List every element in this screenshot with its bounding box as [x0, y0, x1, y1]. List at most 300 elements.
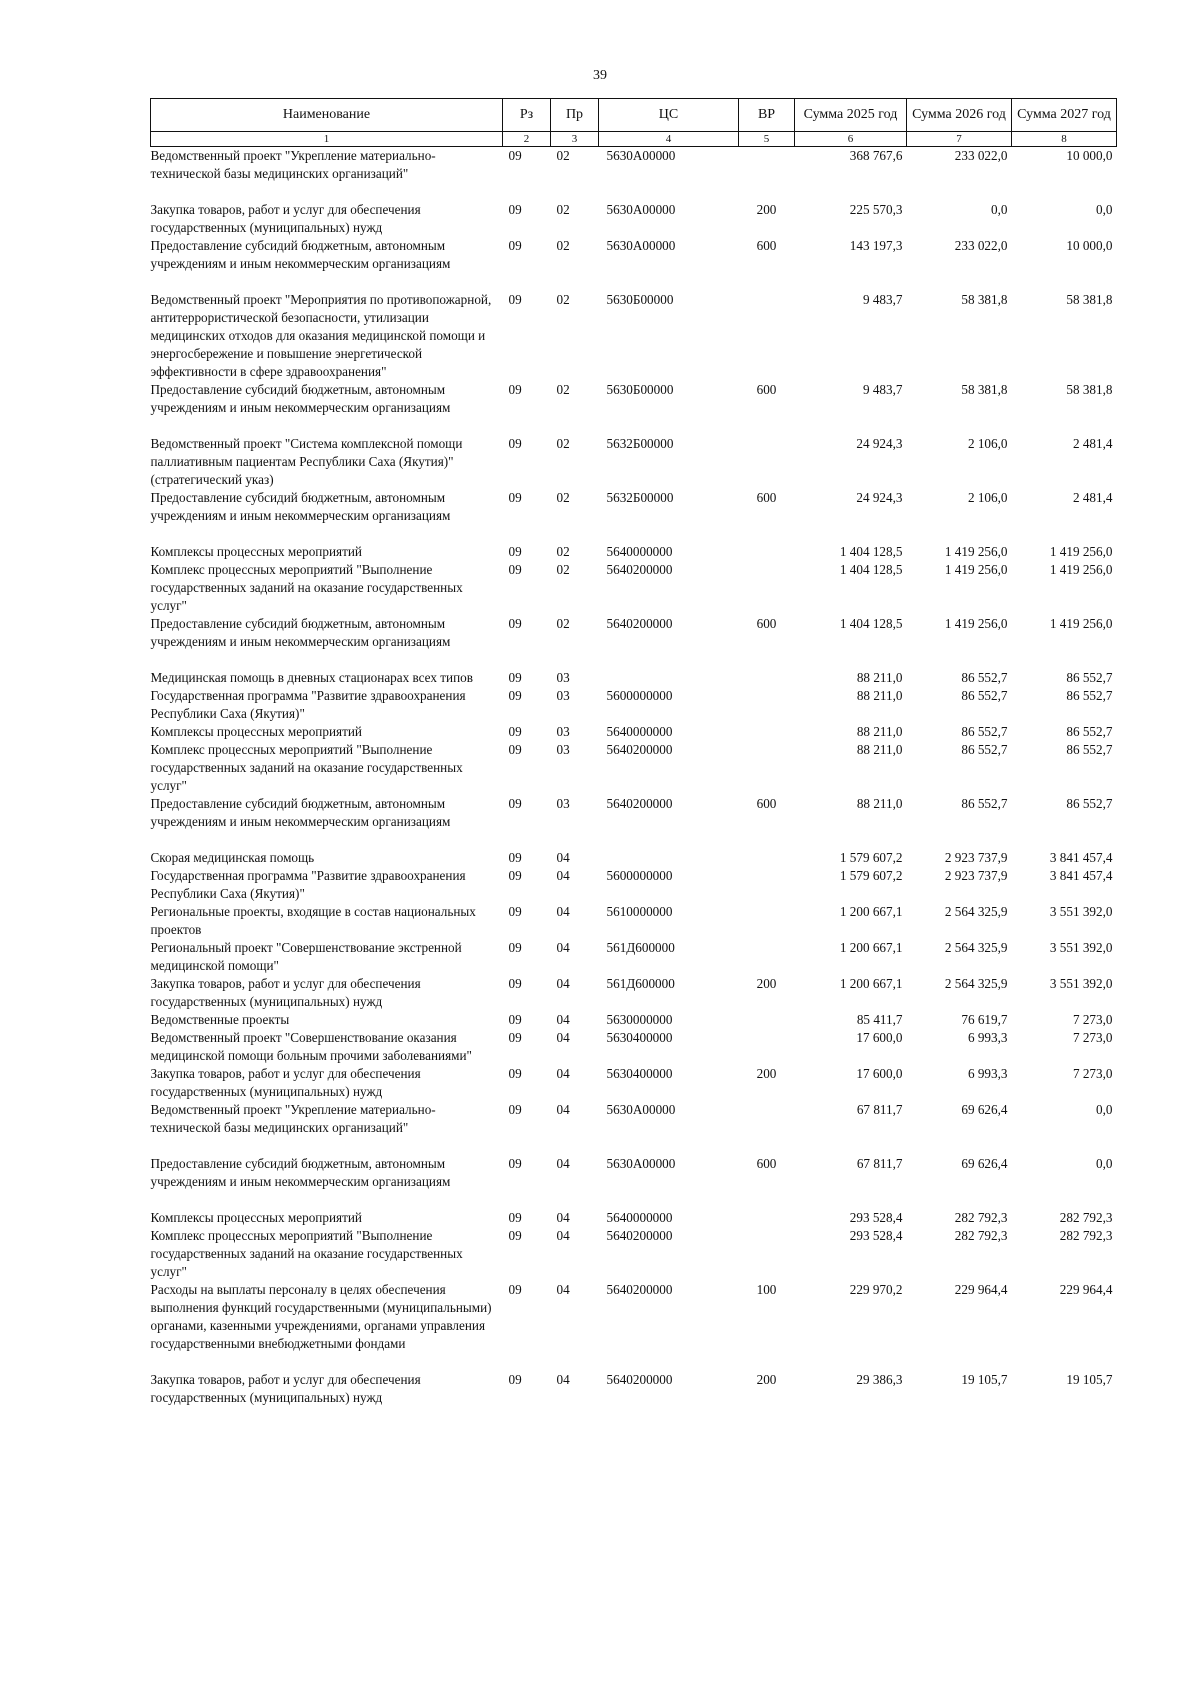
row-name: Предоставление субсидий бюджетным, автономным учреждениям и иным некоммерческим организациям: [150, 616, 451, 649]
row-name: Закупка товаров, работ и услуг для обеспечения государственных (муниципальных) нужд: [150, 976, 421, 1009]
row-vr: [739, 435, 795, 489]
row-rz: 09: [508, 238, 522, 253]
row-name: Предоставление субсидий бюджетным, автономным учреждениям и иным некоммерческим организациям: [150, 382, 451, 415]
budget-table: [150, 98, 1117, 1407]
row-sum-2027: 229 964,4: [1059, 1282, 1113, 1297]
row-name: Комплексы процессных мероприятий: [150, 1210, 362, 1225]
table-row: [151, 1065, 1117, 1101]
spacer-cell: [151, 831, 1117, 849]
table-row: [151, 939, 1117, 975]
row-pr: 02: [556, 436, 570, 451]
column-number: 7: [907, 132, 1012, 147]
row-rz: 09: [508, 1066, 522, 1081]
row-sum-2025: 1 200 667,1: [839, 940, 903, 955]
row-vr: 200: [756, 976, 777, 991]
row-pr: 04: [556, 1012, 570, 1027]
row-sum-2025: 17 600,0: [856, 1066, 903, 1081]
row-sum-2026: 0,0: [991, 202, 1008, 217]
row-sum-2026: 58 381,8: [961, 382, 1008, 397]
spacer-cell: [151, 1353, 1117, 1371]
row-pr: 03: [556, 796, 570, 811]
row-vr: [739, 1227, 795, 1281]
row-sum-2026: 2 923 737,9: [944, 850, 1008, 865]
row-pr: 02: [556, 382, 570, 397]
row-sum-2025: 225 570,3: [849, 202, 903, 217]
column-number: 5: [739, 132, 795, 147]
row-name: Скорая медицинская помощь: [150, 850, 315, 865]
row-name: Государственная программа "Развитие здравоохранения Республики Саха (Якутия)": [150, 868, 466, 901]
row-vr: [739, 741, 795, 795]
table-row: [151, 669, 1117, 687]
row-sum-2025: 17 600,0: [856, 1030, 903, 1045]
spacer-row: [151, 651, 1117, 669]
row-sum-2027: 1 419 256,0: [1049, 562, 1113, 577]
row-sum-2025: 9 483,7: [862, 292, 903, 307]
row-cs: 5630Б00000: [606, 292, 674, 307]
row-sum-2026: 69 626,4: [961, 1156, 1008, 1171]
row-vr: 200: [756, 1066, 777, 1081]
row-sum-2027: 86 552,7: [1066, 796, 1113, 811]
row-sum-2027: 86 552,7: [1066, 688, 1113, 703]
row-sum-2027: 3 551 392,0: [1049, 940, 1113, 955]
row-pr: 04: [556, 850, 570, 865]
row-sum-2027: 10 000,0: [1066, 148, 1113, 163]
row-rz: 09: [508, 382, 522, 397]
spacer-row: [151, 1137, 1117, 1155]
row-cs: [599, 669, 739, 687]
row-sum-2027: 1 419 256,0: [1049, 616, 1113, 631]
row-sum-2025: 88 211,0: [856, 688, 903, 703]
row-vr: [739, 1101, 795, 1137]
row-sum-2027: 2 481,4: [1072, 490, 1113, 505]
table-header: [151, 99, 1117, 147]
spacer-cell: [151, 1191, 1117, 1209]
table-row: [151, 975, 1117, 1011]
table-row: [151, 201, 1117, 237]
row-sum-2027: 0,0: [1096, 1156, 1113, 1171]
row-sum-2026: 6 993,3: [967, 1030, 1008, 1045]
table-row: [151, 147, 1117, 184]
table-row: [151, 741, 1117, 795]
spacer-row: [151, 831, 1117, 849]
page-number: 39: [593, 68, 607, 83]
row-rz: 09: [508, 850, 522, 865]
row-pr: 02: [556, 148, 570, 163]
table-body: [151, 147, 1117, 1408]
row-cs: 5600000000: [606, 688, 673, 703]
row-pr: 04: [556, 1156, 570, 1171]
row-vr: 600: [756, 616, 777, 631]
row-vr: [739, 669, 795, 687]
row-sum-2026: 58 381,8: [961, 292, 1008, 307]
row-pr: 02: [556, 562, 570, 577]
row-name: Региональный проект "Совершенствование экстренной медицинской помощи": [150, 940, 462, 973]
row-sum-2027: 7 273,0: [1072, 1012, 1113, 1027]
row-sum-2025: 1 404 128,5: [839, 544, 903, 559]
row-vr: [739, 903, 795, 939]
row-vr: [739, 867, 795, 903]
row-cs: 5630А00000: [606, 1102, 676, 1117]
row-rz: 09: [508, 490, 522, 505]
row-sum-2027: 0,0: [1096, 1102, 1113, 1117]
row-rz: 09: [508, 544, 522, 559]
row-vr: 600: [756, 1156, 777, 1171]
row-pr: 04: [556, 1066, 570, 1081]
row-sum-2027: 2 481,4: [1072, 436, 1113, 451]
row-rz: 09: [508, 976, 522, 991]
row-vr: 100: [756, 1282, 777, 1297]
row-rz: 09: [508, 904, 522, 919]
column-number: 6: [795, 132, 907, 147]
row-sum-2025: 88 211,0: [856, 724, 903, 739]
spacer-row: [151, 525, 1117, 543]
row-rz: 09: [508, 1030, 522, 1045]
row-pr: 03: [556, 724, 570, 739]
table-row: [151, 543, 1117, 561]
row-cs: 5630000000: [606, 1012, 673, 1027]
row-sum-2027: 3 841 457,4: [1049, 850, 1113, 865]
row-rz: 09: [508, 1372, 522, 1387]
row-cs: 5640000000: [606, 724, 673, 739]
row-name: Закупка товаров, работ и услуг для обеспечения государственных (муниципальных) нужд: [150, 1066, 421, 1099]
row-vr: 600: [756, 238, 777, 253]
row-pr: 04: [556, 976, 570, 991]
row-sum-2026: 1 419 256,0: [944, 562, 1008, 577]
row-name: Закупка товаров, работ и услуг для обеспечения государственных (муниципальных) нужд: [150, 202, 421, 235]
row-vr: [739, 1011, 795, 1029]
row-sum-2025: 9 483,7: [862, 382, 903, 397]
column-number: 8: [1012, 132, 1117, 147]
row-cs: 5640000000: [606, 544, 673, 559]
column-number: 1: [151, 132, 503, 147]
row-vr: 600: [756, 382, 777, 397]
row-sum-2026: 1 419 256,0: [944, 616, 1008, 631]
row-sum-2027: 7 273,0: [1072, 1066, 1113, 1081]
header-vr: ВР: [739, 99, 795, 132]
row-name: Предоставление субсидий бюджетным, автономным учреждениям и иным некоммерческим организациям: [150, 1156, 451, 1189]
row-rz: 09: [508, 616, 522, 631]
row-vr: [739, 687, 795, 723]
row-pr: 03: [556, 742, 570, 757]
header-row: [151, 99, 1117, 132]
row-pr: 02: [556, 238, 570, 253]
row-sum-2026: 19 105,7: [961, 1372, 1008, 1387]
table-row: [151, 723, 1117, 741]
row-sum-2027: 86 552,7: [1066, 724, 1113, 739]
row-sum-2025: 24 924,3: [856, 436, 903, 451]
row-sum-2025: 88 211,0: [856, 742, 903, 757]
row-cs: 5640200000: [606, 742, 673, 757]
row-name: Ведомственный проект "Укрепление материально-технической базы медицинских организаций": [150, 148, 436, 181]
row-cs: 5640200000: [606, 616, 673, 631]
row-cs: 561Д600000: [606, 976, 675, 991]
spacer-row: [151, 183, 1117, 201]
table-row: [151, 1011, 1117, 1029]
spacer-row: [151, 1191, 1117, 1209]
row-sum-2027: 0,0: [1096, 202, 1113, 217]
row-sum-2026: 76 619,7: [961, 1012, 1008, 1027]
table-row: [151, 795, 1117, 831]
row-vr: 200: [756, 1372, 777, 1387]
spacer-cell: [151, 183, 1117, 201]
row-cs: 5640200000: [606, 1228, 673, 1243]
row-sum-2025: 293 528,4: [849, 1228, 903, 1243]
row-sum-2025: 368 767,6: [849, 148, 903, 163]
row-sum-2026: 69 626,4: [961, 1102, 1008, 1117]
row-rz: 09: [508, 1282, 522, 1297]
row-sum-2026: 6 993,3: [967, 1066, 1008, 1081]
row-rz: 09: [508, 1102, 522, 1117]
row-sum-2025: 293 528,4: [849, 1210, 903, 1225]
row-name: Комплексы процессных мероприятий: [150, 724, 362, 739]
row-name: Комплекс процессных мероприятий "Выполнение государственных заданий на оказание государственных услуг": [150, 562, 463, 613]
row-name: Медицинская помощь в дневных стационарах всех типов: [150, 670, 473, 685]
row-vr: [739, 291, 795, 381]
row-rz: 09: [508, 148, 522, 163]
row-pr: 02: [556, 616, 570, 631]
row-vr: 600: [756, 796, 777, 811]
row-sum-2025: 1 200 667,1: [839, 976, 903, 991]
row-cs: 5640200000: [606, 1372, 673, 1387]
row-name: Региональные проекты, входящие в состав национальных проектов: [150, 904, 476, 937]
table-row: [151, 237, 1117, 273]
row-pr: 04: [556, 1282, 570, 1297]
row-sum-2026: 2 106,0: [967, 490, 1008, 505]
row-sum-2026: 2 106,0: [967, 436, 1008, 451]
header-pr: Пр: [551, 99, 599, 132]
row-vr: [739, 1029, 795, 1065]
row-sum-2025: 1 579 607,2: [839, 850, 903, 865]
row-vr: [739, 561, 795, 615]
row-rz: 09: [508, 724, 522, 739]
row-sum-2026: 229 964,4: [954, 1282, 1008, 1297]
row-vr: [739, 849, 795, 867]
header-rz: Рз: [503, 99, 551, 132]
row-cs: 5630400000: [606, 1066, 673, 1081]
spacer-cell: [151, 1137, 1117, 1155]
row-vr: [739, 939, 795, 975]
row-sum-2025: 1 200 667,1: [839, 904, 903, 919]
row-sum-2027: 58 381,8: [1066, 382, 1113, 397]
table-row: [151, 435, 1117, 489]
table-row: [151, 1155, 1117, 1191]
row-cs: 5640200000: [606, 796, 673, 811]
row-name: Расходы на выплаты персоналу в целях обеспечения выполнения функций государственными (муниципальными) органами, казенными учреждениями, органами управления государственными внебюджетными фондами: [150, 1282, 492, 1351]
row-vr: 200: [756, 202, 777, 217]
row-sum-2026: 2 564 325,9: [944, 976, 1008, 991]
row-sum-2027: 1 419 256,0: [1049, 544, 1113, 559]
row-cs: 5632Б00000: [606, 490, 674, 505]
row-sum-2026: 86 552,7: [961, 670, 1008, 685]
row-cs: 5630А00000: [606, 238, 676, 253]
spacer-cell: [151, 525, 1117, 543]
table-row: [151, 687, 1117, 723]
row-sum-2026: 86 552,7: [961, 688, 1008, 703]
row-sum-2025: 24 924,3: [856, 490, 903, 505]
row-name: Ведомственный проект "Система комплексной помощи паллиативным пациентам Республики Саха (Якутия)" (стратегический указ): [150, 436, 463, 487]
row-rz: 09: [508, 436, 522, 451]
row-pr: 04: [556, 904, 570, 919]
row-rz: 09: [508, 1156, 522, 1171]
table-row: [151, 1281, 1117, 1353]
column-number: 3: [551, 132, 599, 147]
row-cs: [599, 849, 739, 867]
row-rz: 09: [508, 868, 522, 883]
table-row: [151, 291, 1117, 381]
row-sum-2025: 29 386,3: [856, 1372, 903, 1387]
row-pr: 04: [556, 1210, 570, 1225]
row-name: Ведомственный проект "Мероприятия по противопожарной, антитеррористической безопасности, утилизации медицинских отходов для оказания медицинской помощи и энергосбережение и повышение энергетической эффективности в сфере здравоохранения": [150, 292, 492, 379]
header-sum-2027: Сумма 2027 год: [1012, 99, 1117, 132]
row-sum-2025: 1 404 128,5: [839, 616, 903, 631]
column-number: 2: [503, 132, 551, 147]
row-sum-2025: 67 811,7: [856, 1156, 903, 1171]
row-sum-2027: 19 105,7: [1066, 1372, 1113, 1387]
row-vr: 600: [756, 490, 777, 505]
row-sum-2026: 282 792,3: [954, 1228, 1008, 1243]
row-rz: 09: [508, 742, 522, 757]
row-sum-2027: 3 841 457,4: [1049, 868, 1113, 883]
row-sum-2027: 282 792,3: [1059, 1228, 1113, 1243]
spacer-row: [151, 273, 1117, 291]
row-pr: 04: [556, 940, 570, 955]
row-rz: 09: [508, 688, 522, 703]
row-cs: 5632Б00000: [606, 436, 674, 451]
row-pr: 02: [556, 490, 570, 505]
row-cs: 5640200000: [606, 1282, 673, 1297]
spacer-row: [151, 417, 1117, 435]
row-sum-2026: 2 564 325,9: [944, 904, 1008, 919]
row-pr: 04: [556, 868, 570, 883]
row-name: Комплекс процессных мероприятий "Выполнение государственных заданий на оказание государственных услуг": [150, 742, 463, 793]
row-sum-2026: 86 552,7: [961, 742, 1008, 757]
row-cs: 5610000000: [606, 904, 673, 919]
table-row: [151, 867, 1117, 903]
row-pr: 03: [556, 670, 570, 685]
row-rz: 09: [508, 1228, 522, 1243]
row-pr: 04: [556, 1372, 570, 1387]
row-sum-2025: 229 970,2: [849, 1282, 903, 1297]
row-sum-2026: 86 552,7: [961, 796, 1008, 811]
row-cs: 5630А00000: [606, 202, 676, 217]
column-number-row: [151, 132, 1117, 147]
row-vr: [739, 723, 795, 741]
table-row: [151, 849, 1117, 867]
row-cs: 5630400000: [606, 1030, 673, 1045]
header-sum-2025: Сумма 2025 год: [795, 99, 907, 132]
row-sum-2027: 3 551 392,0: [1049, 976, 1113, 991]
header-name: Наименование: [151, 99, 503, 132]
row-name: Предоставление субсидий бюджетным, автономным учреждениям и иным некоммерческим организациям: [150, 796, 451, 829]
row-sum-2025: 88 211,0: [856, 796, 903, 811]
row-sum-2027: 10 000,0: [1066, 238, 1113, 253]
header-sum-2026: Сумма 2026 год: [907, 99, 1012, 132]
row-sum-2025: 88 211,0: [856, 670, 903, 685]
row-name: Ведомственный проект "Совершенствование оказания медицинской помощи больным прочими заболеваниями": [150, 1030, 472, 1063]
row-rz: 09: [508, 1012, 522, 1027]
row-vr: [739, 147, 795, 184]
row-rz: 09: [508, 796, 522, 811]
spacer-row: [151, 1353, 1117, 1371]
row-name: Комплексы процессных мероприятий: [150, 544, 362, 559]
row-pr: 04: [556, 1102, 570, 1117]
row-vr: [739, 1209, 795, 1227]
row-name: Комплекс процессных мероприятий "Выполнение государственных заданий на оказание государственных услуг": [150, 1228, 463, 1279]
table-row: [151, 903, 1117, 939]
row-cs: 5630А00000: [606, 1156, 676, 1171]
table-row: [151, 381, 1117, 417]
row-name: Закупка товаров, работ и услуг для обеспечения государственных (муниципальных) нужд: [150, 1372, 421, 1405]
table-row: [151, 1227, 1117, 1281]
row-pr: 04: [556, 1228, 570, 1243]
row-name: Ведомственный проект "Укрепление материально-технической базы медицинских организаций": [150, 1102, 436, 1135]
row-sum-2025: 85 411,7: [856, 1012, 903, 1027]
row-pr: 02: [556, 202, 570, 217]
row-sum-2027: 86 552,7: [1066, 742, 1113, 757]
row-sum-2026: 1 419 256,0: [944, 544, 1008, 559]
row-rz: 09: [508, 940, 522, 955]
spacer-cell: [151, 273, 1117, 291]
row-rz: 09: [508, 670, 522, 685]
table-row: [151, 1029, 1117, 1065]
row-name: Государственная программа "Развитие здравоохранения Республики Саха (Якутия)": [150, 688, 466, 721]
row-sum-2027: 3 551 392,0: [1049, 904, 1113, 919]
row-cs: 5640000000: [606, 1210, 673, 1225]
row-sum-2026: 233 022,0: [954, 148, 1008, 163]
row-cs: 561Д600000: [606, 940, 675, 955]
row-vr: [739, 543, 795, 561]
row-sum-2027: 7 273,0: [1072, 1030, 1113, 1045]
row-name: Предоставление субсидий бюджетным, автономным учреждениям и иным некоммерческим организациям: [150, 238, 451, 271]
row-cs: 5630Б00000: [606, 382, 674, 397]
row-sum-2025: 143 197,3: [849, 238, 903, 253]
table-row: [151, 561, 1117, 615]
row-sum-2025: 67 811,7: [856, 1102, 903, 1117]
row-name: Предоставление субсидий бюджетным, автономным учреждениям и иным некоммерческим организациям: [150, 490, 451, 523]
header-cs: ЦС: [599, 99, 739, 132]
row-name: Ведомственные проекты: [150, 1012, 290, 1027]
row-rz: 09: [508, 562, 522, 577]
row-pr: 02: [556, 544, 570, 559]
row-sum-2026: 2 564 325,9: [944, 940, 1008, 955]
row-pr: 02: [556, 292, 570, 307]
row-sum-2025: 1 579 607,2: [839, 868, 903, 883]
spacer-cell: [151, 417, 1117, 435]
row-sum-2025: 1 404 128,5: [839, 562, 903, 577]
row-rz: 09: [508, 1210, 522, 1225]
spacer-cell: [151, 651, 1117, 669]
row-sum-2026: 86 552,7: [961, 724, 1008, 739]
row-sum-2027: 58 381,8: [1066, 292, 1113, 307]
row-sum-2027: 86 552,7: [1066, 670, 1113, 685]
table-row: [151, 1209, 1117, 1227]
row-cs: 5630А00000: [606, 148, 676, 163]
row-sum-2026: 2 923 737,9: [944, 868, 1008, 883]
table-row: [151, 489, 1117, 525]
row-cs: 5600000000: [606, 868, 673, 883]
row-pr: 04: [556, 1030, 570, 1045]
row-sum-2026: 233 022,0: [954, 238, 1008, 253]
budget-table-container: [150, 98, 1116, 1407]
row-pr: 03: [556, 688, 570, 703]
table-row: [151, 1371, 1117, 1407]
row-cs: 5640200000: [606, 562, 673, 577]
row-sum-2027: 282 792,3: [1059, 1210, 1113, 1225]
row-sum-2026: 282 792,3: [954, 1210, 1008, 1225]
table-row: [151, 1101, 1117, 1137]
row-rz: 09: [508, 202, 522, 217]
table-row: [151, 615, 1117, 651]
